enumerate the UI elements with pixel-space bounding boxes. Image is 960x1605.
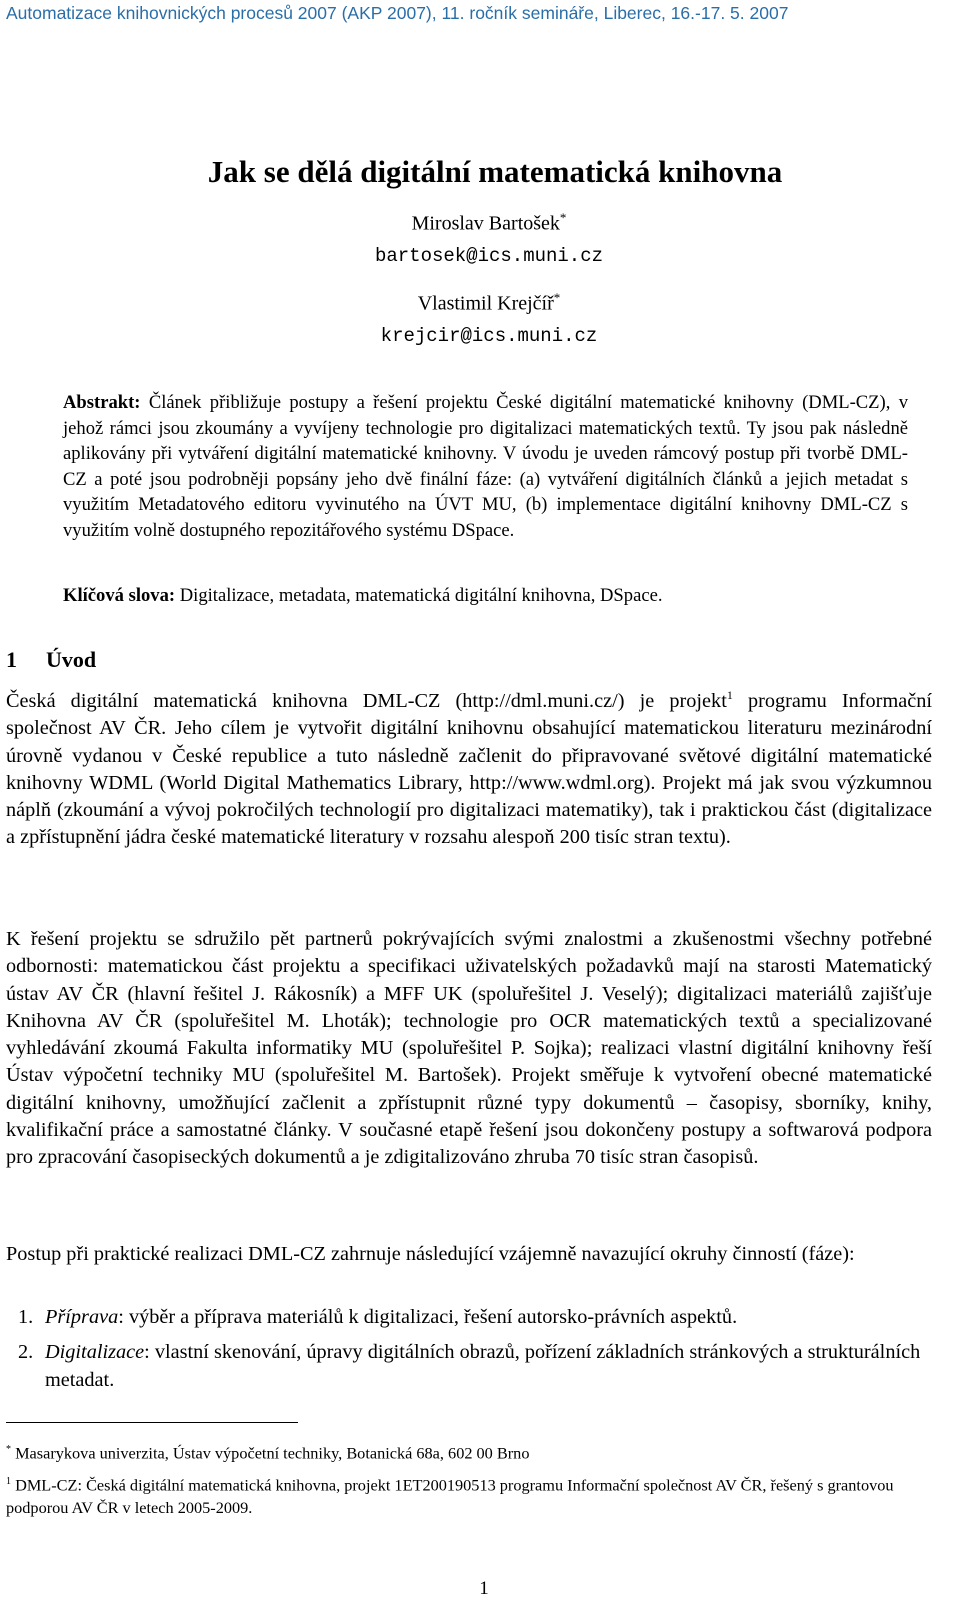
paragraph-text: programu Informační společnost AV ČR. Jeho cílem je vytvořit digitální knihovnu obsahující matematickou literaturu mezinárodní úrovně vydanou v České republice a tuto následně začlenit do připravované světové digitální matematické knihovny WDML (World Digital Mathematics Library, http://www.wdml.org). Projekt má jak svou výzkumnou náplň (zkoumání a vývoj pokročilých technologií pro digitalizaci matematiky), tak i praktickou část (digitalizace a zpřístupnění jádra české matematické literatury v rozsahu alespoň 200 tisíc stran textu). — [6, 690, 932, 849]
page-number: 1 — [479, 1578, 489, 1599]
list-item — [6, 1304, 932, 1331]
footnote — [6, 1438, 940, 1464]
footnote-mark: 1 — [6, 1476, 11, 1487]
footnote-separator — [6, 1422, 298, 1423]
paper-title: Jak se dělá digitální matematická knihovna — [207, 154, 783, 189]
paragraph-text: Česká digitální matematická knihovna DML-CZ (http://dml.muni.cz/) je projekt — [6, 690, 727, 712]
author-name — [0, 290, 960, 316]
author-affiliation-mark: * — [559, 210, 567, 225]
keywords — [63, 585, 908, 607]
footnote-text: Masarykova univerzita, Ústav výpočetní techniky, Botanická 68a, 602 00 Brno — [11, 1443, 530, 1463]
footnote-ref: 1 — [726, 688, 733, 703]
section-title: Úvod — [46, 647, 97, 672]
footnote — [6, 1470, 940, 1519]
author-name-text: Vlastimil Krejčíř — [417, 292, 554, 315]
author-affiliation-mark: * — [553, 290, 561, 305]
running-header: Automatizace knihovnických procesů 2007 (AKP 2007), 11. ročník semináře, Liberec, 16.-17. 5. 2007 — [6, 3, 789, 23]
list-term: Příprava — [45, 1306, 119, 1328]
footnote-text: DML-CZ: Česká digitální matematická knihovna, projekt 1ET200190513 programu Informační společnost AV ČR, řešený s grantovou podporou AV ČR v letech 2005-2009. — [6, 1475, 894, 1518]
footnote-mark: * — [6, 1444, 11, 1455]
list-number: 1. — [18, 1306, 34, 1328]
author-email: bartosek@ics.muni.cz — [374, 245, 604, 267]
keywords-text: Digitalizace, metadata, matematická digitální knihovna, DSpace. — [179, 585, 663, 606]
author-name-text: Miroslav Bartošek — [411, 212, 560, 235]
abstract-text: Článek přibližuje postupy a řešení projektu České digitální matematické knihovny (DML-CZ), v jehož rámci jsou zkoumány a vyvíjeny technologie pro digitalizaci matematických textů. Ty jsou pak následně aplikovány při vytváření digitální matematické knihovny. V úvodu je uveden rámcový postup při tvorbě DML-CZ a poté jsou podrobněji popsány jeho dvě finální fáze: (a) vytváření digitálních článků a jejich metadat s využitím Metadatového editoru vyvinutého na ÚVT MU, (b) implementace digitální knihovny DML-CZ s využitím volně dostupného repozitářového systému DSpace. — [63, 392, 908, 541]
keywords-label: Klíčová slova: — [63, 585, 176, 606]
list-item — [6, 1339, 932, 1394]
body-paragraph — [6, 688, 932, 852]
section-number: 1 — [6, 647, 17, 672]
section-heading — [6, 647, 96, 673]
phase-list — [6, 1304, 932, 1402]
list-term: Digitalizace — [45, 1341, 145, 1364]
body-paragraph: K řešení projektu se sdružilo pět partnerů pokrývajících svými znalostmi a zkušenostmi všechny potřebné odbornosti: matematickou část projektu a specifikaci uživatelských požadavků mají na starosti Matematický ústav AV ČR (hlavní řešitel J. Rákosník) a MFF UK (spoluřešitel J. Veselý); digitalizaci materiálů zajišťuje Knihovna AV ČR (spoluřešitel M. Lhoták); technologie pro OCR matematických textů a specializované vyhledávání zkoumá Fakulta informatiky MU (spoluřešitel P. Sojka); realizaci vlastní digitální knihovny řeší Ústav výpočetní techniky MU (spoluřešitel M. Bartošek). Projekt směřuje k vytvoření obecné matematické digitální knihovny, umožňující začlenit a zpřístupnit různé typy dokumentů – časopisy, sborníky, knihy, kvalifikační práce a samostatné články. V současné etapě řešení jsou dokončeny postupy a softwarová podpora pro zpracování časopiseckých dokumentů a je zdigitalizováno zhruba 70 tisíc stran časopisů. — [6, 928, 932, 1169]
abstract-label: Abstrakt: — [63, 392, 141, 413]
author-name — [0, 210, 960, 236]
list-text: : vlastní skenování, úpravy digitálních obrazů, pořízení základních stránkových a strukturálních metadat. — [45, 1341, 921, 1391]
list-text: : výběr a příprava materiálů k digitalizaci, řešení autorsko-právních aspektů. — [118, 1306, 738, 1328]
abstract — [63, 390, 908, 543]
author-email: krejcir@ics.muni.cz — [380, 325, 598, 347]
body-paragraph: Postup při praktické realizaci DML-CZ zahrnuje následující vzájemně navazující okruhy činností (fáze): — [6, 1243, 855, 1265]
list-number: 2. — [18, 1341, 34, 1364]
